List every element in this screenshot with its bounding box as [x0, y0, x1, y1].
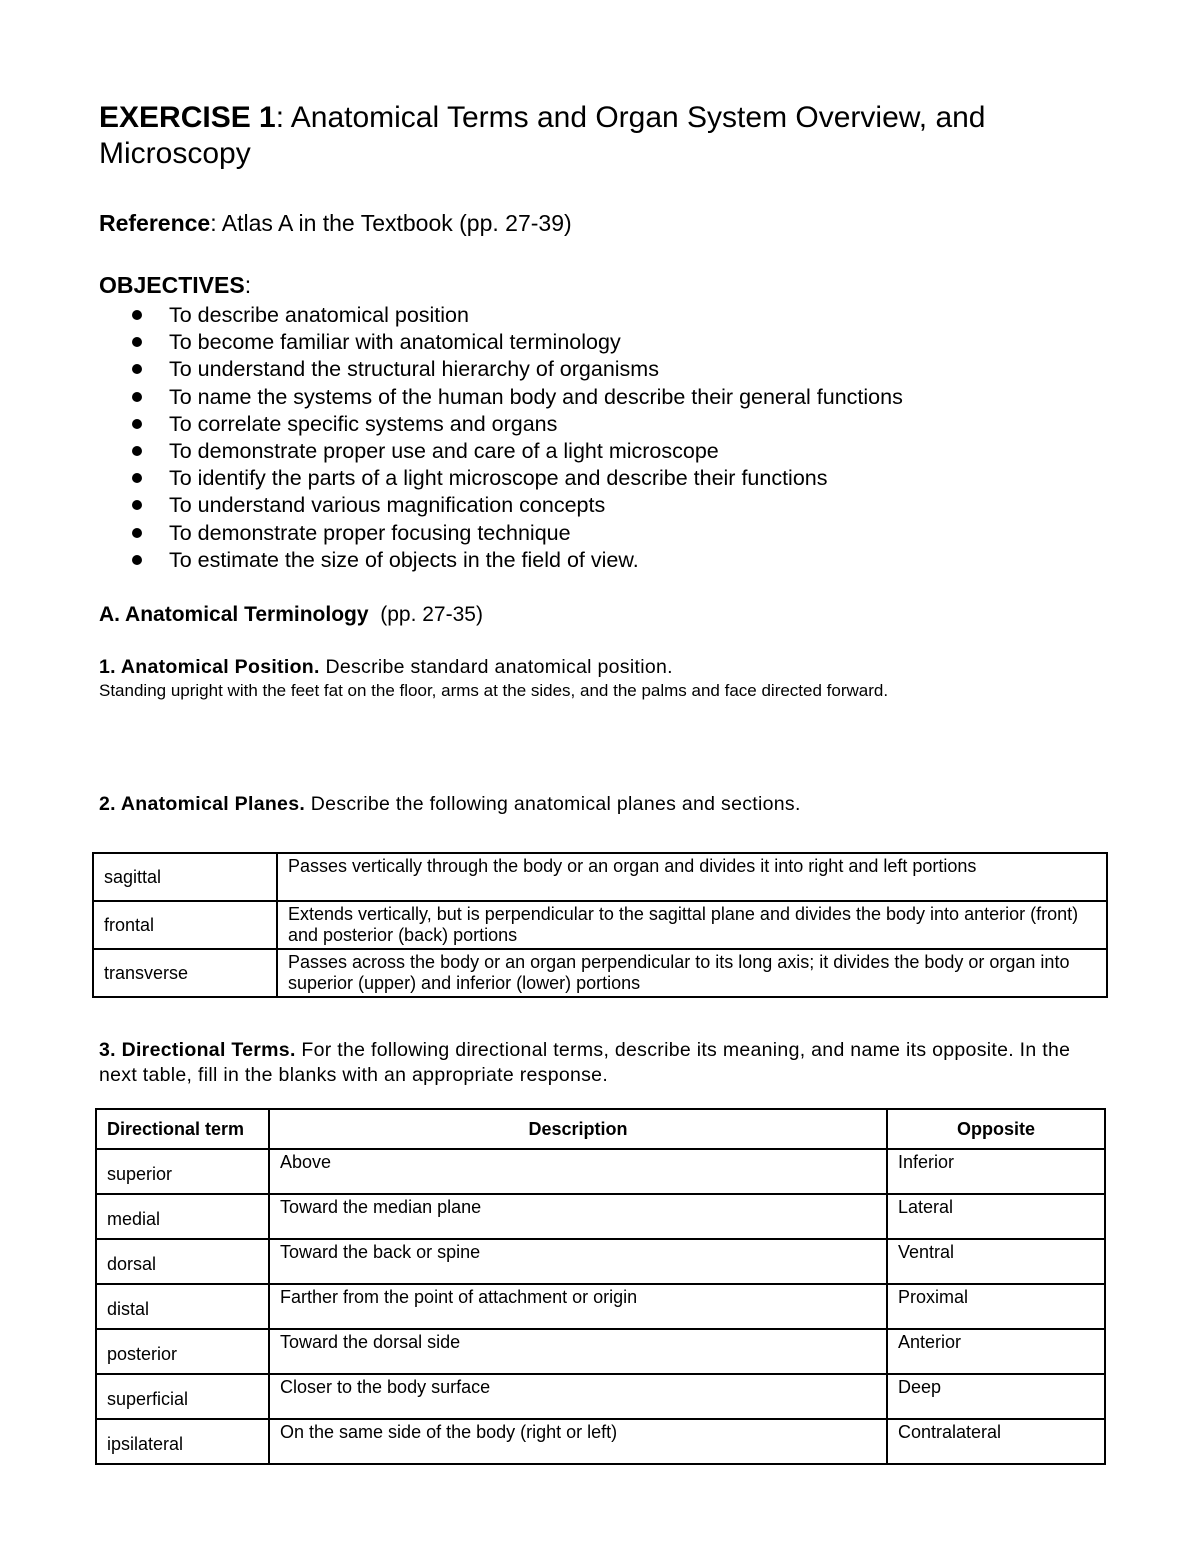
- anatomical-planes-table: [92, 852, 1108, 998]
- directional-description: Farther from the point of attachment or origin: [269, 1284, 887, 1329]
- objective-text: To demonstrate proper focusing technique: [169, 520, 571, 545]
- question-3: [99, 1038, 1109, 1088]
- directional-description: On the same side of the body (right or left): [269, 1419, 887, 1464]
- bullet-icon: [132, 392, 142, 402]
- reference-label: Reference: [99, 210, 211, 236]
- bullet-icon: [132, 528, 142, 538]
- section-a-title: A. Anatomical Terminology: [99, 603, 369, 626]
- question-3-label: 3. Directional Terms.: [99, 1039, 296, 1061]
- bullet-icon: [132, 337, 142, 347]
- table-row: [93, 853, 1107, 901]
- directional-term: dorsal: [96, 1239, 269, 1284]
- objective-item: [99, 329, 903, 356]
- objective-text: To name the systems of the human body and describe their general functions: [169, 384, 903, 409]
- document-title: [99, 100, 1059, 172]
- plane-description: Extends vertically, but is perpendicular to the sagittal plane and divides the body into anterior (front) and posterior (back) portions: [277, 901, 1107, 949]
- objective-item: [99, 438, 903, 465]
- table-row: [93, 901, 1107, 949]
- column-header-description: Description: [269, 1109, 887, 1149]
- exercise-number: EXERCISE 1: [99, 101, 276, 134]
- exercise-title: : Anatomical Terms and Organ System Overview, and Microscopy: [99, 101, 986, 170]
- objective-item: [99, 356, 903, 383]
- question-1-answer: Standing upright with the feet fat on the floor, arms at the sides, and the palms and face directed forward.: [99, 681, 889, 700]
- objective-item: [99, 465, 903, 492]
- directional-opposite: Lateral: [887, 1194, 1105, 1239]
- objective-text: To understand various magnification concepts: [169, 493, 606, 518]
- directional-opposite: Proximal: [887, 1284, 1105, 1329]
- table-row: [96, 1374, 1105, 1419]
- table-header-row: [96, 1109, 1105, 1149]
- directional-term: superficial: [96, 1374, 269, 1419]
- plane-description: Passes across the body or an organ perpendicular to its long axis; it divides the body or organ into superior (upper) and inferior (lower) portions: [277, 949, 1107, 997]
- bullet-icon: [132, 446, 142, 456]
- objective-text: To correlate specific systems and organs: [169, 411, 558, 436]
- section-a-pages: (pp. 27-35): [380, 603, 483, 626]
- objectives-heading: [99, 270, 251, 300]
- bullet-icon: [132, 364, 142, 374]
- section-a-heading: [99, 601, 483, 629]
- objectives-list: [99, 302, 903, 574]
- objective-text: To estimate the size of objects in the field of view.: [169, 547, 639, 572]
- bullet-icon: [132, 419, 142, 429]
- directional-description: Above: [269, 1149, 887, 1194]
- directional-description: Toward the dorsal side: [269, 1329, 887, 1374]
- plane-term: transverse: [93, 949, 277, 997]
- question-3-prompt: For the following directional terms, describe its meaning, and name its opposite. In the next table, fill in the blanks with an appropriate response.: [99, 1039, 1071, 1086]
- directional-term: posterior: [96, 1329, 269, 1374]
- objective-text: To demonstrate proper use and care of a light microscope: [169, 438, 719, 463]
- objectives-colon: :: [244, 272, 252, 298]
- table-row: [93, 949, 1107, 997]
- objective-item: [99, 492, 903, 519]
- table-row: [96, 1284, 1105, 1329]
- question-1: [99, 655, 673, 680]
- table-row: [96, 1329, 1105, 1374]
- objective-item: [99, 411, 903, 438]
- bullet-icon: [132, 310, 142, 320]
- bullet-icon: [132, 500, 142, 510]
- question-1-label: 1. Anatomical Position.: [99, 656, 320, 678]
- reference-text: : Atlas A in the Textbook (pp. 27-39): [210, 210, 572, 236]
- bullet-icon: [132, 555, 142, 565]
- directional-terms-table: [95, 1108, 1106, 1465]
- objective-item: [99, 547, 903, 574]
- table-row: [96, 1194, 1105, 1239]
- plane-term: sagittal: [93, 853, 277, 901]
- objective-text: To describe anatomical position: [169, 303, 469, 327]
- plane-description: Passes vertically through the body or an organ and divides it into right and left portions: [277, 853, 1107, 901]
- objective-item: [99, 520, 903, 547]
- directional-opposite: Deep: [887, 1374, 1105, 1419]
- directional-term: distal: [96, 1284, 269, 1329]
- objective-text: To become familiar with anatomical terminology: [169, 330, 621, 355]
- bullet-icon: [132, 473, 142, 483]
- question-2-prompt: Describe the following anatomical planes and sections.: [310, 793, 801, 815]
- column-header-term: Directional term: [96, 1109, 269, 1149]
- directional-term: superior: [96, 1149, 269, 1194]
- question-2: [99, 792, 801, 817]
- directional-term: ipsilateral: [96, 1419, 269, 1464]
- directional-opposite: Inferior: [887, 1149, 1105, 1194]
- objective-text: To identify the parts of a light microscope and describe their functions: [169, 466, 828, 491]
- table-row: [96, 1239, 1105, 1284]
- objective-text: To understand the structural hierarchy of organisms: [169, 357, 659, 382]
- directional-description: Closer to the body surface: [269, 1374, 887, 1419]
- table-row: [96, 1149, 1105, 1194]
- directional-term: medial: [96, 1194, 269, 1239]
- reference-line: [99, 208, 572, 238]
- directional-opposite: Anterior: [887, 1329, 1105, 1374]
- question-1-prompt: Describe standard anatomical position.: [325, 656, 673, 678]
- directional-description: Toward the median plane: [269, 1194, 887, 1239]
- objective-item: [99, 384, 903, 411]
- objective-item: [99, 302, 903, 329]
- plane-term: frontal: [93, 901, 277, 949]
- directional-opposite: Contralateral: [887, 1419, 1105, 1464]
- table-row: [96, 1419, 1105, 1464]
- directional-description: Toward the back or spine: [269, 1239, 887, 1284]
- question-2-label: 2. Anatomical Planes.: [99, 793, 306, 815]
- objectives-label: OBJECTIVES: [99, 272, 245, 298]
- directional-opposite: Ventral: [887, 1239, 1105, 1284]
- column-header-opposite: Opposite: [887, 1109, 1105, 1149]
